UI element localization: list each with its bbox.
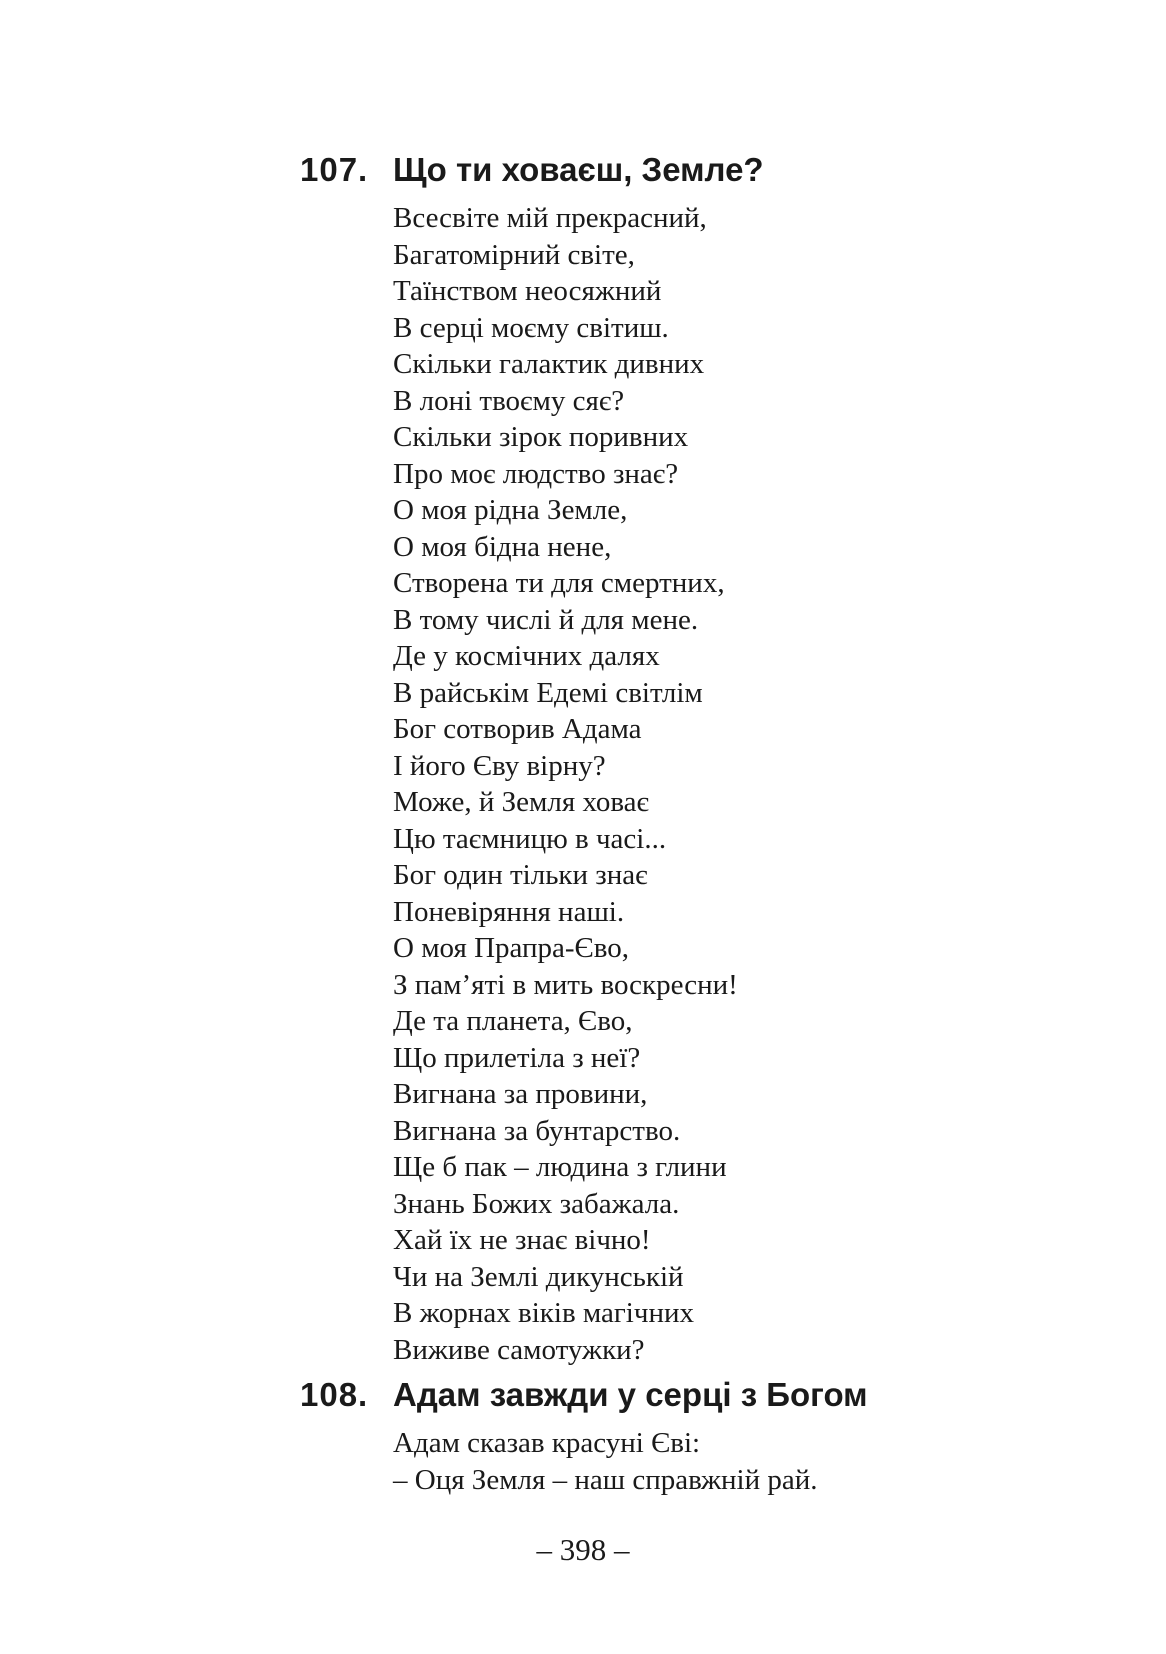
poem-line: Цю таємницю в часі...	[393, 822, 667, 855]
poem-line: Що прилетіла з неї?	[393, 1041, 641, 1074]
poem-number: 108.	[300, 1376, 369, 1413]
poem-107	[0, 146, 1166, 1368]
poem-line: В райськім Едемі світлім	[393, 676, 703, 709]
poem-line: О моя Прапра-Єво,	[393, 932, 629, 964]
poem-line: О моя рідна Земле,	[393, 494, 628, 526]
poem-line: Всесвіте мій прекрасний,	[393, 202, 707, 234]
poem-line: Таїнством неосяжний	[393, 275, 662, 307]
poem-title: Що ти ховаєш, Земле?	[393, 151, 764, 188]
poem-line: В лоні твоєму сяє?	[393, 384, 625, 417]
poem-line: Вигнана за провини,	[393, 1078, 648, 1110]
poem-line: В тому числі й для мене.	[393, 603, 699, 636]
page-number: – 398 –	[536, 1532, 630, 1567]
poem-heading	[0, 146, 1166, 194]
poem-line: Адам сказав красуні Єві:	[393, 1427, 701, 1459]
poem-line: Хай їх не знає вічно!	[393, 1224, 651, 1256]
poem-line: Чи на Землі дикунській	[393, 1260, 684, 1293]
poem-line: Поневіряння наші.	[393, 895, 625, 928]
poem-heading	[0, 1371, 1166, 1419]
poem-line: В серці моєму світиш.	[393, 311, 669, 344]
poem-line: – Оця Земля – наш справжній рай.	[393, 1463, 818, 1496]
poem-line: Створена ти для смертних,	[393, 567, 725, 599]
poem-line: В жорнах віків магічних	[393, 1297, 694, 1329]
poem-line: Вигнана за бунтарство.	[393, 1114, 681, 1147]
poem-number: 107.	[300, 151, 369, 188]
poem-line: Може, й Земля ховає	[393, 786, 649, 818]
poem-line: Багатомірний світе,	[393, 238, 635, 271]
poem-lines	[393, 200, 1166, 1368]
poem-line: Де у космічних далях	[393, 640, 660, 672]
poem-line: Бог один тільки знає	[393, 859, 648, 891]
poem-line: Про моє людство знає?	[393, 457, 679, 490]
poem-lines	[393, 1425, 1166, 1498]
poem-line: Виживе самотужки?	[393, 1333, 645, 1366]
poem-108	[0, 1371, 1166, 1498]
poem-line: Де та планета, Єво,	[393, 1005, 633, 1037]
poem-line: Скільки зірок поривних	[393, 421, 689, 453]
poem-line: Ще б пак – людина з глини	[393, 1151, 727, 1183]
poem-line: І його Єву вірну?	[393, 749, 606, 782]
poem-title: Адам завжди у серці з Богом	[393, 1376, 868, 1413]
poem-line: З пам’яті в мить воскресни!	[393, 968, 738, 1001]
poem-line: Бог сотворив Адама	[393, 713, 642, 745]
poem-line: О моя бідна нене,	[393, 530, 612, 563]
poem-line: Скільки галактик дивних	[393, 348, 705, 380]
poem-line: Знань Божих забажала.	[393, 1187, 680, 1220]
